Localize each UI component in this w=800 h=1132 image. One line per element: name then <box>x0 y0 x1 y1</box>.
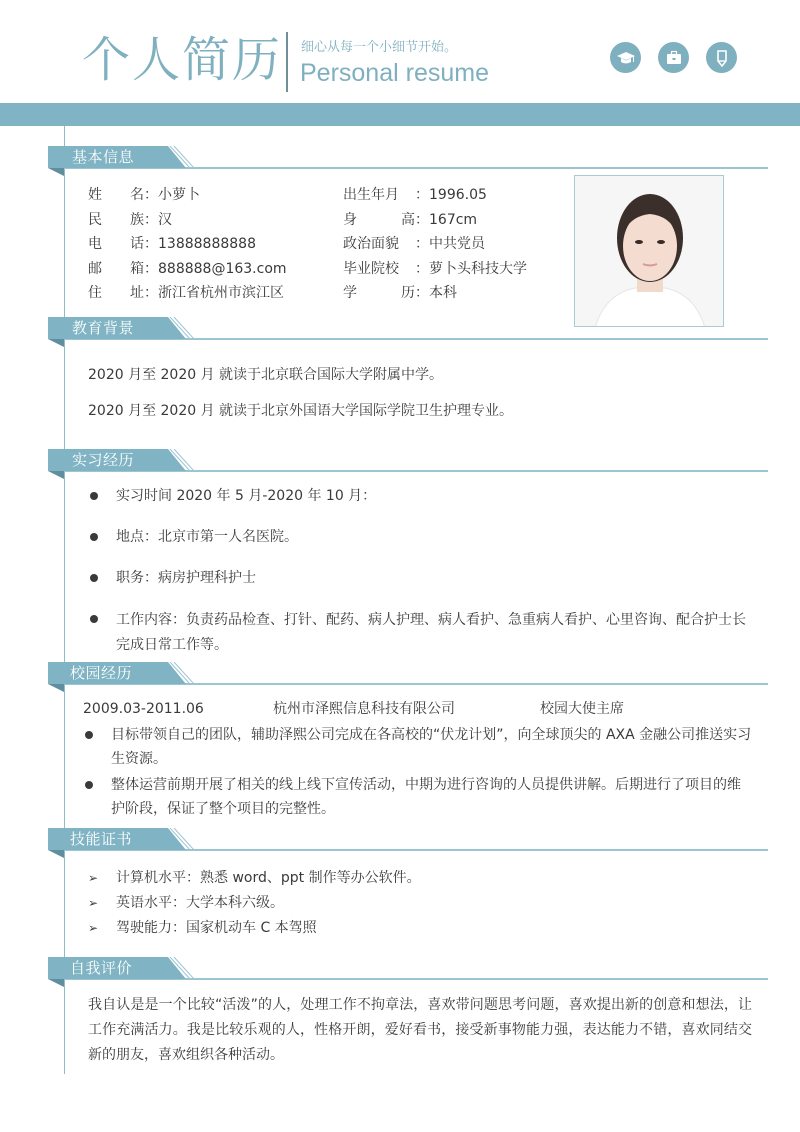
pencil-icon <box>706 42 737 73</box>
info-value: 浙江省杭州市滨江区 <box>158 285 284 301</box>
info-value: 本科 <box>429 285 457 301</box>
campus-role: 校园大使主席 <box>540 701 624 717</box>
section-title: 实习经历 <box>72 451 135 469</box>
section-header-basic <box>48 146 768 176</box>
info-value: 167cm <box>429 211 478 228</box>
info-row-ethnicity: 民 族 ： 汉 <box>88 208 287 233</box>
list-item: 整体运营前期开展了相关的线上线下宣传活动，中期为进行咨询的人员提供讲解。后期进行了项目的维护阶段，保证了整个项目的完整性。 <box>83 773 753 821</box>
list-item: 目标带领自己的团队，辅助泽熙公司完成在各高校的“伏龙计划”，向全球顶尖的 AXA 金融公司推送实习生资源。 <box>83 723 753 771</box>
info-value: 中共党员 <box>429 236 485 252</box>
info-value: 小萝卜 <box>158 187 200 203</box>
info-row-email: 邮 箱 ： 888888@163.com <box>88 257 287 282</box>
section-title: 校园经历 <box>70 664 133 682</box>
profile-photo <box>574 175 724 327</box>
section-title: 自我评价 <box>70 959 133 977</box>
section-header-skills <box>48 828 768 858</box>
info-value: 888888@163.com <box>158 260 287 277</box>
info-row-politics: 政治面貌 ： 中共党员 <box>343 232 527 257</box>
education-item: 2020 月至 2020 月 就读于北京联合国际大学附属中学。 <box>88 367 444 383</box>
bullet-dot-icon <box>85 781 93 789</box>
header-band <box>0 103 800 126</box>
briefcase-icon <box>658 42 689 73</box>
campus-company: 杭州市泽熙信息科技有限公司 <box>273 701 455 717</box>
list-item: ➢ 计算机水平：熟悉 word、ppt 制作等办公软件。 <box>88 866 688 891</box>
list-item: 职务：病房护理科护士 <box>88 567 758 589</box>
info-row-school: 毕业院校 ： 萝卜头科技大学 <box>343 257 527 282</box>
bullet-dot-icon <box>90 574 98 582</box>
campus-period: 2009.03-2011.06 <box>83 701 204 717</box>
education-item: 2020 月至 2020 月 就读于北京外国语大学国际学院卫生护理专业。 <box>88 403 514 419</box>
stripe-decoration <box>164 449 194 471</box>
info-value: 1996.05 <box>429 187 487 203</box>
info-row-degree: 学 历 ： 本科 <box>343 281 527 306</box>
page-subtitle: Personal resume <box>300 59 489 87</box>
info-row-phone: 电 话 ： 13888888888 <box>88 232 287 257</box>
list-item: 实习时间 2020 年 5 月-2020 年 10 月： <box>88 485 758 507</box>
info-row-birth: 出生年月 ： 1996.05 <box>343 183 527 208</box>
info-row-name: 姓 名 ： 小萝卜 <box>88 183 287 208</box>
section-header-self <box>48 957 768 987</box>
skills-list <box>88 866 688 941</box>
info-value: 13888888888 <box>158 236 256 252</box>
list-item: 工作内容：负责药品检查、打针、配药、病人护理、病人看护、急重病人看护、心里咨询、配合护士长完成日常工作等。 <box>88 608 758 658</box>
info-row-height: 身 高 ： 167cm <box>343 208 527 233</box>
self-evaluation-text: 我自认是是一个比较“活泼”的人，处理工作不拘章法，喜欢带问题思考问题，喜欢提出新的创意和想法，让工作充满活力。我是比较乐观的人，性格开朗，爱好看书，接受新事物能力强，表达能力不错，喜欢同结交新的朋友，喜欢组织各种活动。 <box>88 997 752 1063</box>
section-title: 技能证书 <box>70 830 133 848</box>
section-header-campus <box>48 662 768 692</box>
basic-info-right <box>343 183 527 306</box>
bullet-dot-icon <box>90 492 98 500</box>
page-title: 个人简历 <box>82 32 283 88</box>
graduation-cap-icon <box>610 42 641 73</box>
list-item: 地点：北京市第一人名医院。 <box>88 526 758 548</box>
section-header-education <box>48 317 768 347</box>
stripe-decoration <box>164 828 194 850</box>
info-row-address: 住 址 ： 浙江省杭州市滨江区 <box>88 281 287 306</box>
section-title: 基本信息 <box>72 148 135 166</box>
stripe-decoration <box>164 957 194 979</box>
stripe-decoration <box>164 146 194 168</box>
section-title: 教育背景 <box>72 319 135 337</box>
header-icons <box>610 42 737 73</box>
arrow-bullet-icon: ➢ <box>88 896 99 910</box>
title-divider <box>286 32 288 92</box>
internship-list <box>88 485 758 658</box>
info-value: 汉 <box>158 211 172 228</box>
arrow-bullet-icon: ➢ <box>88 871 99 885</box>
list-item: ➢ 驾驶能力：国家机动车 C 本驾照 <box>88 916 688 941</box>
bullet-dot-icon <box>90 533 98 541</box>
stripe-decoration <box>164 317 194 339</box>
basic-info-left <box>88 183 287 306</box>
stripe-decoration <box>164 662 194 684</box>
campus-list <box>83 723 753 821</box>
arrow-bullet-icon: ➢ <box>88 921 99 935</box>
timeline-line <box>64 126 65 1074</box>
list-item: ➢ 英语水平：大学本科六级。 <box>88 891 688 916</box>
bullet-dot-icon <box>90 615 98 623</box>
slogan: 细心从每一个小细节开始。 <box>301 40 458 55</box>
info-value: 萝卜头科技大学 <box>429 260 527 277</box>
bullet-dot-icon <box>85 731 93 739</box>
section-header-internship <box>48 449 768 479</box>
portrait-image <box>575 176 724 327</box>
